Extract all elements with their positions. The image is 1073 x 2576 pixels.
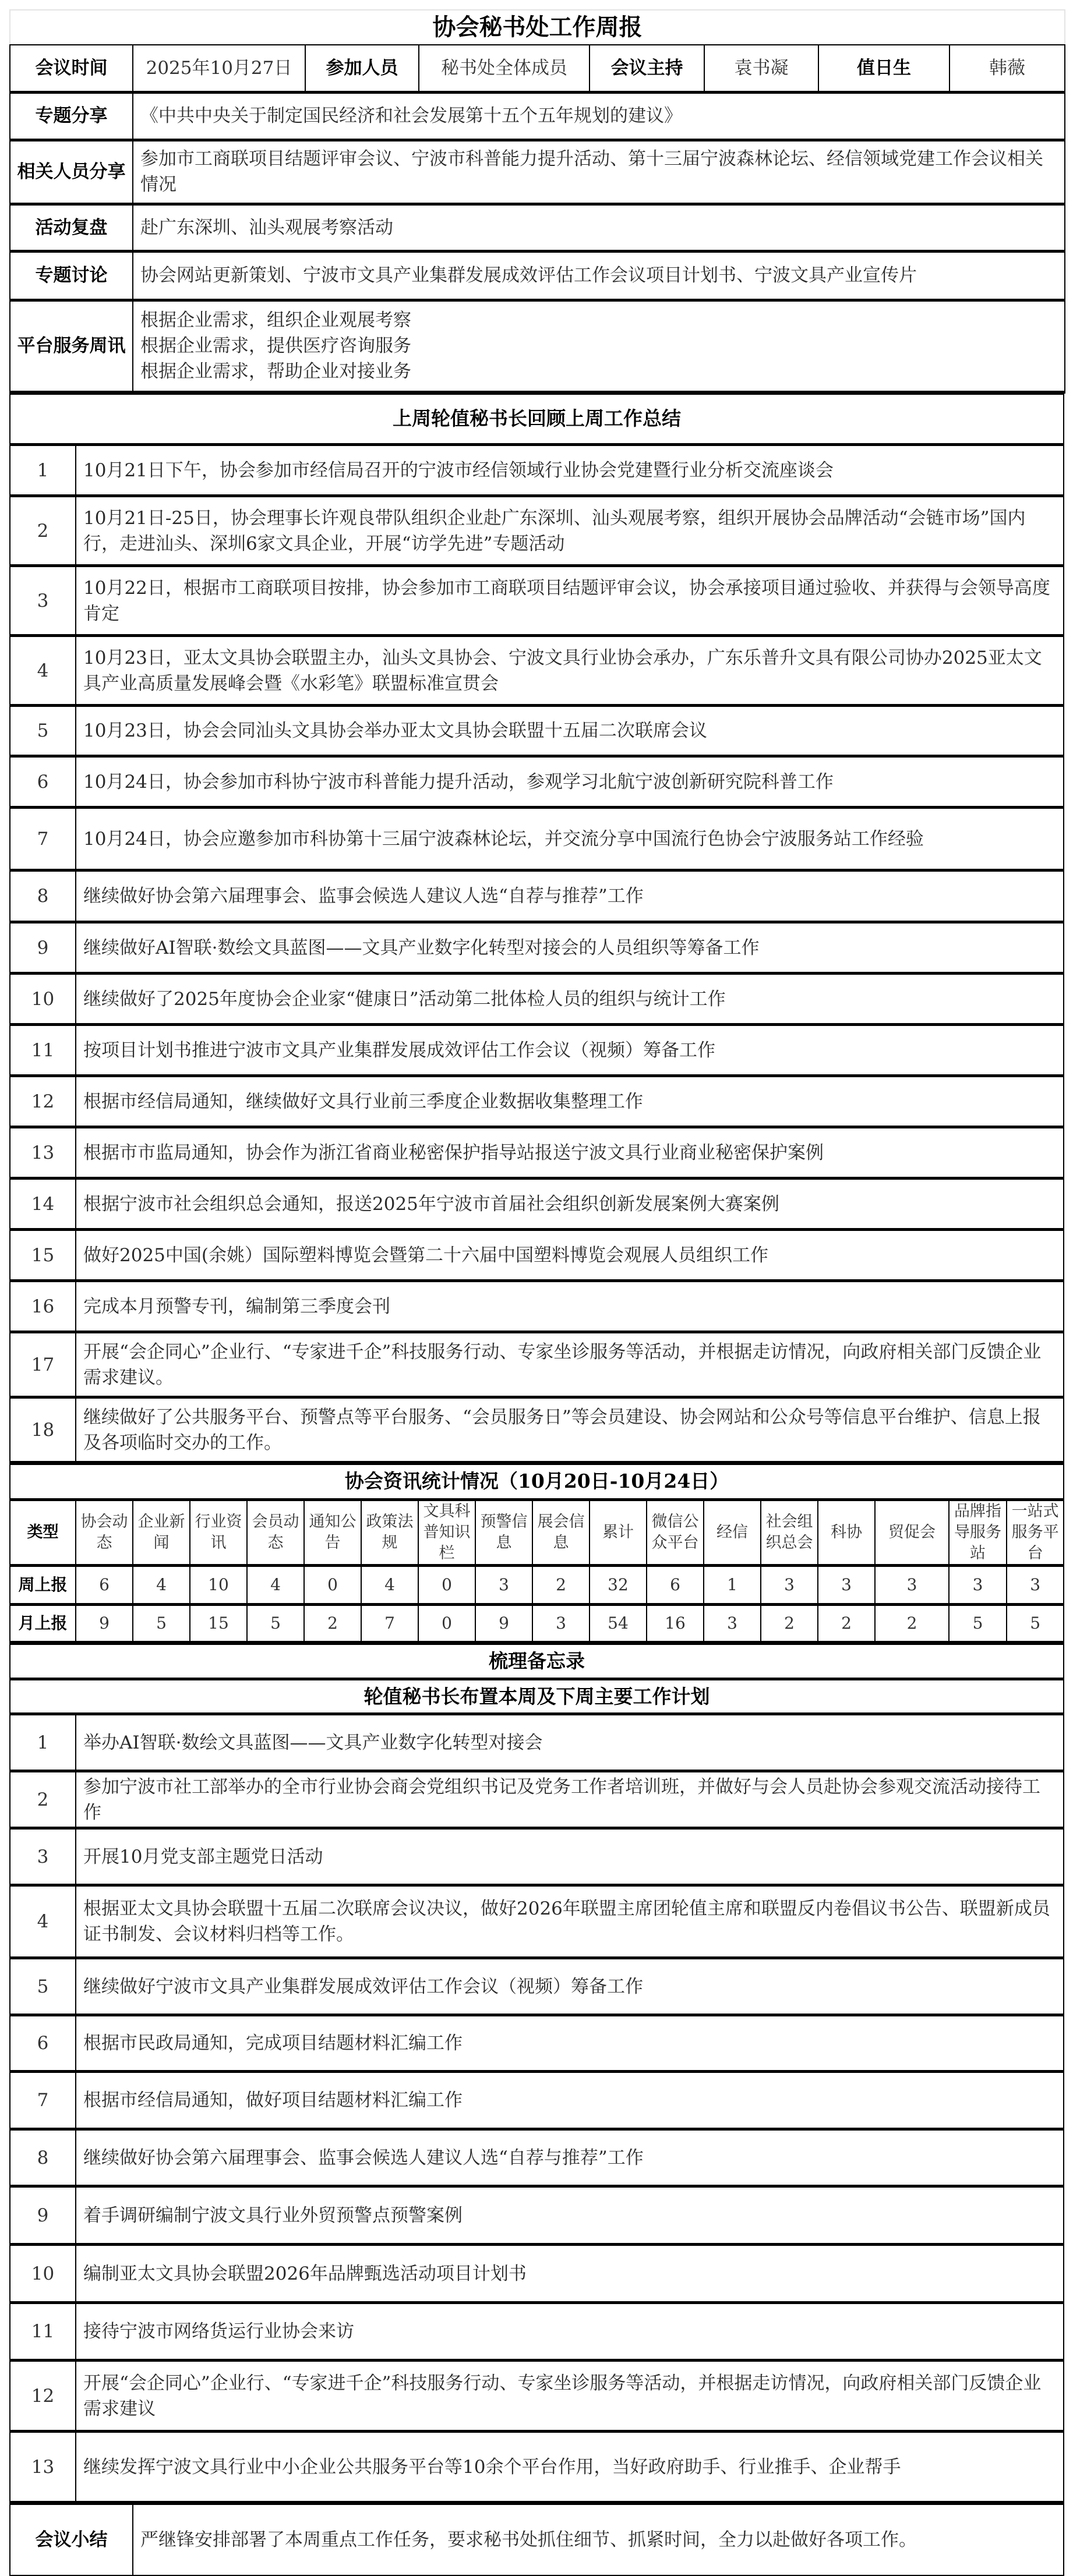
- info-label: 专题分享: [10, 92, 133, 140]
- summary-label: 会议小结: [10, 2504, 133, 2575]
- stats-cell: 3: [475, 1565, 532, 1604]
- plan-row: [10, 2072, 1064, 2129]
- row-text: 接待宁波市网络货运行业协会来访: [76, 2303, 1064, 2361]
- work-summary-row: [10, 871, 1064, 922]
- row-text: 完成本月预警专刊，编制第三季度会刊: [76, 1281, 1064, 1332]
- stats-cell: 2: [875, 1604, 949, 1642]
- row-number: 9: [10, 2186, 76, 2245]
- info-value: 《中共中央关于制定国民经济和社会发展第十五个五年规划的建议》: [133, 92, 1065, 140]
- row-number: 2: [10, 1771, 76, 1828]
- plan-table: [9, 1644, 1064, 2504]
- stats-row-label: 月上报: [10, 1604, 76, 1642]
- work-summary-row: [10, 445, 1064, 496]
- service-line: 根据企业需求，帮助企业对接业务: [140, 361, 411, 382]
- row-text: 做好2025中国(余姚）国际塑料博览会暨第二十六届中国塑料博览会观展人员组织工作: [76, 1230, 1064, 1281]
- duty-label: 值日生: [818, 45, 950, 92]
- stats-cell: 54: [590, 1604, 647, 1642]
- stats-cell: 5: [1007, 1604, 1064, 1642]
- info-row-topic-share: [10, 92, 1065, 140]
- stats-cell: 5: [133, 1604, 190, 1642]
- last-week-table: [9, 394, 1064, 1464]
- stats-column-header: 累计: [590, 1499, 647, 1565]
- stats-column-header: 文具科普知识栏: [418, 1499, 475, 1565]
- row-number: 9: [10, 922, 76, 974]
- stats-cell: 1: [704, 1565, 761, 1604]
- row-text: 根据市市监局通知，协会作为浙江省商业秘密保护指导站报送宁波文具行业商业秘密保护案例: [76, 1127, 1064, 1179]
- stats-table: [9, 1464, 1064, 1644]
- row-number: 1: [10, 1714, 76, 1771]
- work-summary-row: [10, 974, 1064, 1025]
- work-summary-row: [10, 1281, 1064, 1332]
- stats-column-header: 展会信息: [532, 1499, 590, 1565]
- stats-cell: 4: [133, 1565, 190, 1604]
- row-text: 继续做好了公共服务平台、预警点等平台服务、“会员服务日”等会员建设、协会网站和公众号等信息平台维护、信息上报及各项临时交办的工作。: [76, 1397, 1064, 1463]
- stats-column-header: 贸促会: [875, 1499, 949, 1565]
- stats-cell: 2: [818, 1604, 875, 1642]
- row-number: 3: [10, 566, 76, 636]
- row-text: 开展“会企同心”企业行、“专家进千企”科技服务行动、专家坐诊服务等活动，并根据走访情况，向政府相关部门反馈企业需求建议。: [76, 1332, 1064, 1397]
- row-text: 开展“会企同心”企业行、“专家进千企”科技服务行动、专家坐诊服务等活动，并根据走访情况，向政府相关部门反馈企业需求建议: [76, 2361, 1064, 2432]
- stats-cell: 32: [590, 1565, 647, 1604]
- stats-row: [10, 1565, 1064, 1604]
- stats-cell: 3: [1007, 1565, 1064, 1604]
- work-summary-row: [10, 496, 1064, 566]
- plan-row: [10, 2303, 1064, 2361]
- attendees-label: 参加人员: [305, 45, 419, 92]
- row-text: 继续做好协会第六届理事会、监事会候选人建议人选“自荐与推荐”工作: [76, 871, 1064, 922]
- row-text: 继续做好AI智联·数绘文具蓝图——文具产业数字化转型对接会的人员组织等筹备工作: [76, 922, 1064, 974]
- stats-heading: 协会资讯统计情况（10月20日-10月24日）: [10, 1464, 1064, 1499]
- stats-cell: 6: [76, 1565, 133, 1604]
- row-number: 6: [10, 756, 76, 808]
- stats-column-header: 企业新闻: [133, 1499, 190, 1565]
- row-number: 2: [10, 496, 76, 566]
- stats-cell: 0: [304, 1565, 361, 1604]
- plan-row: [10, 2186, 1064, 2245]
- info-row-activity-review: [10, 204, 1065, 251]
- row-number: 1: [10, 445, 76, 496]
- stats-cell: 4: [247, 1565, 304, 1604]
- row-text: 根据市经信局通知，做好项目结题材料汇编工作: [76, 2072, 1064, 2129]
- stats-cell: 3: [761, 1565, 818, 1604]
- stats-column-header: 协会动态: [76, 1499, 133, 1565]
- stats-column-header: 科协: [818, 1499, 875, 1565]
- stats-cell: 15: [190, 1604, 247, 1642]
- plan-row: [10, 1714, 1064, 1771]
- plan-row: [10, 1771, 1064, 1828]
- row-number: 17: [10, 1332, 76, 1397]
- stats-cell: 3: [818, 1565, 875, 1604]
- header-table: [9, 9, 1065, 394]
- work-summary-row: [10, 1076, 1064, 1127]
- info-value: 协会网站更新策划、宁波市文具产业集群发展成效评估工作会议项目计划书、宁波文具产业宣传片: [133, 251, 1065, 300]
- stats-cell: 3: [875, 1565, 949, 1604]
- work-summary-row: [10, 1332, 1064, 1397]
- row-number: 8: [10, 871, 76, 922]
- summary-row: [10, 2504, 1064, 2575]
- info-row-platform-service: [10, 300, 1065, 392]
- stats-column-header: 社会组织总会: [761, 1499, 818, 1565]
- row-text: 10月22日，根据市工商联项目按排，协会参加市工商联项目结题评审会议，协会承接项目通过验收、并获得与会领导高度肯定: [76, 566, 1064, 636]
- row-number: 13: [10, 1127, 76, 1179]
- plan-row: [10, 2015, 1064, 2072]
- row-text: 参加宁波市社工部举办的全市行业协会商会党组织书记及党务工作者培训班，并做好与会人员赴协会参观交流活动接待工作: [76, 1771, 1064, 1828]
- info-value: 赴广东深圳、汕头观展考察活动: [133, 204, 1065, 251]
- service-line: 根据企业需求，提供医疗咨询服务: [140, 335, 411, 356]
- info-label: 平台服务周讯: [10, 300, 133, 392]
- plan-row: [10, 2245, 1064, 2303]
- stats-column-header: 经信: [704, 1499, 761, 1565]
- row-number: 5: [10, 706, 76, 756]
- meeting-info-row: [10, 45, 1065, 92]
- stats-column-header: 品牌指导服务站: [949, 1499, 1007, 1565]
- stats-cell: 9: [475, 1604, 532, 1642]
- info-value: 参加市工商联项目结题评审会议、宁波市科普能力提升活动、第十三届宁波森林论坛、经信领域党建工作会议相关情况: [133, 140, 1065, 204]
- row-number: 6: [10, 2015, 76, 2072]
- row-number: 7: [10, 2072, 76, 2129]
- host-value: 袁书凝: [704, 45, 818, 92]
- stats-cell: 3: [704, 1604, 761, 1642]
- row-number: 16: [10, 1281, 76, 1332]
- plan-row: [10, 1885, 1064, 1958]
- info-row-topic-discussion: [10, 251, 1065, 300]
- row-number: 4: [10, 1885, 76, 1958]
- row-number: 5: [10, 1958, 76, 2015]
- summary-table: [9, 2504, 1064, 2576]
- stats-cell: 0: [418, 1604, 475, 1642]
- weekly-report-sheet: [9, 9, 1064, 2576]
- row-text: 根据市民政局通知，完成项目结题材料汇编工作: [76, 2015, 1064, 2072]
- work-summary-row: [10, 1397, 1064, 1463]
- work-summary-row: [10, 566, 1064, 636]
- plan-row: [10, 1828, 1064, 1885]
- host-label: 会议主持: [590, 45, 704, 92]
- info-label: 专题讨论: [10, 251, 133, 300]
- row-text: 10月21日-25日，协会理事长许观良带队组织企业赴广东深圳、汕头观展考察，组织开展协会品牌活动“会链市场”国内行，走进汕头、深圳6家文具企业，开展“访学先进”专题活动: [76, 496, 1064, 566]
- stats-cell: 3: [949, 1565, 1007, 1604]
- stats-column-header: 行业资讯: [190, 1499, 247, 1565]
- row-number: 11: [10, 2303, 76, 2361]
- plan-row: [10, 2361, 1064, 2432]
- stats-cell: 10: [190, 1565, 247, 1604]
- row-text: 10月23日，亚太文具协会联盟主办，汕头文具协会、宁波文具行业协会承办，广东乐普升文具有限公司协办2025亚太文具产业高质量发展峰会暨《水彩笔》联盟标准宣贯会: [76, 636, 1064, 706]
- row-number: 11: [10, 1025, 76, 1076]
- plan-row: [10, 2432, 1064, 2503]
- stats-column-header: 通知公告: [304, 1499, 361, 1565]
- duty-value: 韩薇: [950, 45, 1065, 92]
- row-text: 根据市经信局通知，继续做好文具行业前三季度企业数据收集整理工作: [76, 1076, 1064, 1127]
- last-week-heading: 上周轮值秘书长回顾上周工作总结: [10, 394, 1064, 445]
- stats-cell: 0: [418, 1565, 475, 1604]
- row-text: 继续做好协会第六届理事会、监事会候选人建议人选“自荐与推荐”工作: [76, 2129, 1064, 2186]
- plan-row: [10, 1958, 1064, 2015]
- row-text: 按项目计划书推进宁波市文具产业集群发展成效评估工作会议（视频）筹备工作: [76, 1025, 1064, 1076]
- row-text: 根据宁波市社会组织总会通知，报送2025年宁波市首届社会组织创新发展案例大赛案例: [76, 1179, 1064, 1230]
- plan-heading: 轮值秘书长布置本周及下周主要工作计划: [10, 1679, 1064, 1714]
- summary-text: 严继锋安排部署了本周重点工作任务，要求秘书处抓住细节、抓紧时间，全力以赴做好各项工作。: [133, 2504, 1064, 2575]
- stats-cell: 2: [304, 1604, 361, 1642]
- attendees-value: 秘书处全体成员: [419, 45, 590, 92]
- row-text: 继续发挥宁波文具行业中小企业公共服务平台等10余个平台作用，当好政府助手、行业推手、企业帮手: [76, 2432, 1064, 2503]
- row-number: 13: [10, 2432, 76, 2503]
- stats-cell: 16: [647, 1604, 704, 1642]
- stats-cell: 6: [647, 1565, 704, 1604]
- stats-cell: 4: [361, 1565, 418, 1604]
- stats-cell: 5: [949, 1604, 1007, 1642]
- stats-column-header: 预警信息: [475, 1499, 532, 1565]
- work-summary-row: [10, 636, 1064, 706]
- row-text: 根据亚太文具协会联盟十五届二次联席会议决议，做好2026年联盟主席团轮值主席和联盟反内卷倡议书公告、联盟新成员证书制发、会议材料归档等工作。: [76, 1885, 1064, 1958]
- work-summary-row: [10, 1179, 1064, 1230]
- stats-cell: 3: [532, 1604, 590, 1642]
- meeting-time-label: 会议时间: [10, 45, 133, 92]
- work-summary-row: [10, 1127, 1064, 1179]
- stats-row: [10, 1604, 1064, 1642]
- stats-cell: 9: [76, 1604, 133, 1642]
- row-number: 12: [10, 2361, 76, 2432]
- row-number: 15: [10, 1230, 76, 1281]
- work-summary-row: [10, 1230, 1064, 1281]
- row-number: 3: [10, 1828, 76, 1885]
- row-text: 着手调研编制宁波文具行业外贸预警点预警案例: [76, 2186, 1064, 2245]
- service-line: 根据企业需求，组织企业观展考察: [140, 310, 411, 331]
- row-number: 10: [10, 974, 76, 1025]
- row-text: 10月23日，协会会同汕头文具协会举办亚太文具协会联盟十五届二次联席会议: [76, 706, 1064, 756]
- row-text: 继续做好了2025年度协会企业家“健康日”活动第二批体检人员的组织与统计工作: [76, 974, 1064, 1025]
- stats-cell: 7: [361, 1604, 418, 1642]
- row-text: 继续做好宁波市文具产业集群发展成效评估工作会议（视频）筹备工作: [76, 1958, 1064, 2015]
- row-number: 12: [10, 1076, 76, 1127]
- row-number: 4: [10, 636, 76, 706]
- row-number: 8: [10, 2129, 76, 2186]
- info-label: 活动复盘: [10, 204, 133, 251]
- work-summary-row: [10, 706, 1064, 756]
- row-text: 10月24日，协会应邀参加市科协第十三届宁波森林论坛，并交流分享中国流行色协会宁波服务站工作经验: [76, 808, 1064, 871]
- report-title: 协会秘书处工作周报: [10, 10, 1065, 45]
- row-number: 10: [10, 2245, 76, 2303]
- stats-cell: 2: [532, 1565, 590, 1604]
- stats-column-header: 会员动态: [247, 1499, 304, 1565]
- stats-cell: 5: [247, 1604, 304, 1642]
- work-summary-row: [10, 922, 1064, 974]
- stats-row-label: 周上报: [10, 1565, 76, 1604]
- info-label: 相关人员分享: [10, 140, 133, 204]
- stats-column-header: 一站式服务平台: [1007, 1499, 1064, 1565]
- plan-row: [10, 2129, 1064, 2186]
- stats-column-header: 微信公众平台: [647, 1499, 704, 1565]
- row-number: 14: [10, 1179, 76, 1230]
- memo-heading: 梳理备忘录: [10, 1644, 1064, 1679]
- row-text: 编制亚太文具协会联盟2026年品牌甄选活动项目计划书: [76, 2245, 1064, 2303]
- work-summary-row: [10, 756, 1064, 808]
- row-number: 7: [10, 808, 76, 871]
- info-row-staff-share: [10, 140, 1065, 204]
- row-text: 开展10月党支部主题党日活动: [76, 1828, 1064, 1885]
- row-text: 10月21日下午，协会参加市经信局召开的宁波市经信领域行业协会党建暨行业分析交流座谈会: [76, 445, 1064, 496]
- stats-header-row: [10, 1499, 1064, 1565]
- row-text: 举办AI智联·数绘文具蓝图——文具产业数字化转型对接会: [76, 1714, 1064, 1771]
- work-summary-row: [10, 808, 1064, 871]
- info-value: [133, 300, 1065, 392]
- row-text: 10月24日，协会参加市科协宁波市科普能力提升活动，参观学习北航宁波创新研究院科普工作: [76, 756, 1064, 808]
- row-number: 18: [10, 1397, 76, 1463]
- work-summary-row: [10, 1025, 1064, 1076]
- stats-type-label: 类型: [10, 1499, 76, 1565]
- meeting-time-value: 2025年10月27日: [133, 45, 305, 92]
- stats-cell: 2: [761, 1604, 818, 1642]
- stats-column-header: 政策法规: [361, 1499, 418, 1565]
